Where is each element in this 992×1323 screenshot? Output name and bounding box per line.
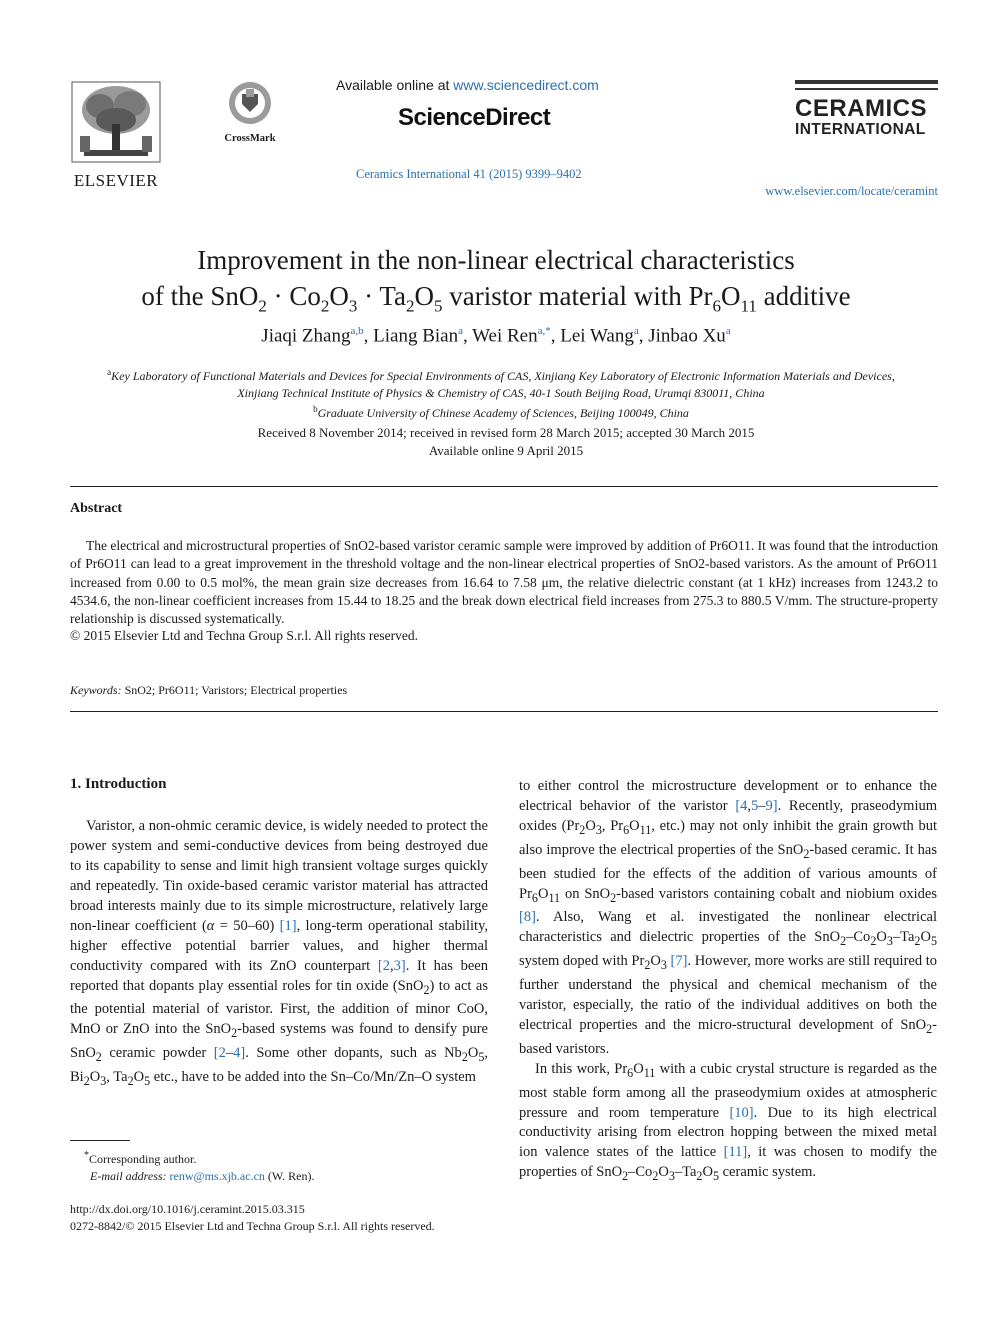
intro-paragraph-1: Varistor, a non-ohmic ceramic device, is widely needed to protect the power system and semi-conductive devices from being destroyed due to its capability to sense and limit high transient voltage surges quickly and repeatedly. Tin oxide-based ceramic varistor material has attracted broad interests mainly due to its simple microstructure, relatively large non-linear coefficient (α = 50–60) [1], long-term operational stability, higher effective potential barrier values, and higher thermal conductivity compared with its ZnO counterpart [2,3]. It has been reported that dopants play essential roles for tin oxide (SnO$_2$) to act as the potential material of varistor. First, the addition of minor CoO, MnO or ZnO into the SnO$_2$-based systems was found to densify pure SnO$_2$ ceramic powder [2–4]. Some other dopants, such as $Nb_2O_5$, $Bi_2O_3$, $Ta_2O_5$ etc., have to be added into the Sn–Co/Mn/Zn–O system: [70, 818, 489, 1088]
body-column-right: [519, 777, 937, 1187]
issn-copyright: 0272-8842/© 2015 Elsevier Ltd and Techna Group S.r.l. All rights reserved.: [70, 1219, 435, 1233]
citation-link[interactable]: [2: [213, 1045, 226, 1062]
abstract-text: The electrical and microstructural properties of SnO2-based varistor ceramic sample were improved by addition of Pr6O11. It was found that the introduction of Pr6O11 can lead to a great improvement in the threshold voltage and the non-linear electrical properties of SnO2-based varistors. As the amount of Pr6O11 increased from 0.00 to 0.5 mol%, the mean grain size decreases from 16.64 to 7.58 μm, the relative dielectric constant (at 1 kHz) increases from 1243.2 to 4534.6, the non-linear coefficient increases from 15.44 to 18.25 and the break down electrical field increases from 275.3 to 880.5 V/mm. The structure-property relationship is discussed systematically.: [70, 538, 938, 627]
title-line-2: of the $SnO_2 \cdot Co_2O_3 \cdot Ta_2O_5$ varistor material with $Pr_6O_{11}$ additive: [141, 281, 851, 316]
logo-rule-bottom: [795, 88, 938, 90]
journal-url[interactable]: www.elsevier.com/locate/ceramint: [765, 184, 938, 198]
citation-link[interactable]: [11]: [723, 1144, 748, 1161]
citation-link[interactable]: 3]: [393, 957, 406, 974]
citation-link[interactable]: 9]: [765, 797, 778, 814]
available-online-date: Available online 9 April 2015: [428, 443, 584, 458]
section-heading-introduction: 1. Introduction: [70, 776, 167, 792]
corresponding-author-note: Corresponding author.: [89, 1152, 197, 1166]
affiliation-a-line-1: Key Laboratory of Functional Materials and Devices for Special Environments of CAS, Xinjiang Key Laboratory of Electronic Information Materials and Devices,: [111, 369, 895, 383]
citation-link[interactable]: 4]: [233, 1045, 246, 1062]
abstract-copyright: © 2015 Elsevier Ltd and Techna Group S.r.l. All rights reserved.: [70, 628, 418, 643]
logo-line-international: INTERNATIONAL: [795, 121, 926, 138]
citation-link[interactable]: [7]: [670, 953, 688, 970]
citation-link[interactable]: [8]: [519, 909, 536, 926]
ceramics-international-logo: [795, 80, 938, 138]
elsevier-tree-icon: [70, 80, 162, 164]
available-prefix: Available online at: [336, 77, 454, 93]
doi-link[interactable]: http://dx.doi.org/10.1016/j.ceramint.2015.03.315: [70, 1202, 305, 1216]
email-label: E-mail address:: [90, 1169, 170, 1183]
article-dates: [60, 424, 952, 460]
author-affiliation-mark[interactable]: a: [725, 325, 731, 337]
elsevier-logo: [70, 80, 162, 190]
affiliation-a-label: a: [107, 367, 112, 377]
logo-rule-top: [795, 80, 938, 84]
body-column-left: [70, 817, 488, 1092]
article-title: [60, 242, 932, 324]
author-name: Jiaqi Zhang: [261, 325, 351, 347]
intro-paragraph-1-cont: to either control the microstructure development or to enhance the electrical behavior of the varistor [4,5–9]. Recently, praseodymium oxides ($Pr_2O_3$, $Pr_6O_{11}$, etc.) may not only inhibit the grain growth but also improve the electrical properties of the SnO$_2$-based ceramic. It has been studied for the effects of the addition of various amounts of $Pr_6O_{11}$ on SnO$_2$-based varistors containing cobalt and niobium oxides [8]. Also, Wang et al. investigated the nonlinear electrical characteristics and dielectric properties of the $SnO_2-Co_2O_3-Ta_2O_5$ system doped with $Pr_2O_3$ [7]. However, more works are still required to further understand the physical and chemical mechanism of the varistor, especially, the ratio of the individual additives on both the electrical properties and the micro-structural development of SnO$_2$-based varistors.: [519, 778, 938, 1057]
received-dates: Received 8 November 2014; received in revised form 28 March 2015; accepted 30 March 2015: [257, 425, 755, 440]
affiliation-b-label: b: [313, 404, 318, 414]
available-online: [336, 77, 599, 93]
sciencedirect-link[interactable]: www.sciencedirect.com: [453, 77, 599, 93]
citation-link[interactable]: [2: [377, 957, 390, 974]
abstract-bottom-rule: [70, 711, 938, 712]
author-name: Lei Wang: [560, 325, 634, 347]
crossmark-icon: [220, 80, 280, 126]
article-footer: [70, 1201, 435, 1235]
author-affiliation-mark[interactable]: a: [458, 325, 463, 337]
author-name: Liang Bian: [373, 325, 459, 347]
author-affiliation-mark[interactable]: a,b: [350, 325, 364, 337]
elsevier-wordmark: ELSEVIER: [73, 171, 159, 190]
abstract-top-rule: [70, 486, 938, 487]
sciencedirect-logo: ScienceDirect: [398, 104, 551, 131]
citation-link[interactable]: [10]: [729, 1104, 754, 1121]
email-link[interactable]: renw@ms.xjb.ac.cn: [169, 1169, 265, 1183]
keywords-text: SnO2; Pr6O11; Varistors; Electrical properties: [121, 683, 348, 697]
logo-line-ceramics: CERAMICS: [795, 95, 928, 122]
citation-link[interactable]: 5: [751, 797, 759, 814]
author-affiliation-mark[interactable]: a: [633, 325, 639, 337]
keywords: [70, 683, 347, 698]
email-suffix: (W. Ren).: [264, 1169, 315, 1183]
crossmark-label: CrossMark: [224, 133, 276, 144]
affiliation-b-line: Graduate University of Chinese Academy of Sciences, Beijing 100049, China: [317, 406, 689, 420]
corresponding-mark: *: [84, 1150, 89, 1161]
author-list: Jiaqi Zhang$^{a,b}$, Liang Bian$^a$, Wei Ren$^{a,*}$, Lei Wang$^a$, Jinbao Xu$^a$: [261, 325, 731, 347]
author-name: Jinbao Xu: [648, 325, 726, 347]
citation-link[interactable]: [4: [735, 797, 748, 814]
affiliation-a-line-2: Xinjiang Technical Institute of Physics & Chemistry of CAS, 40-1 South Beijing Road, Urumqi 830011, China: [237, 385, 765, 400]
footnote-rule: [70, 1140, 130, 1141]
footnote: [70, 1147, 314, 1185]
crossmark-badge[interactable]: [220, 80, 280, 142]
author-affiliation-mark[interactable]: a,*: [537, 325, 551, 337]
abstract-heading: Abstract: [70, 501, 123, 516]
journal-reference[interactable]: Ceramics International 41 (2015) 9399–9402: [356, 167, 582, 181]
intro-paragraph-2: In this work, $Pr_6O_{11}$ with a cubic crystal structure is regarded as the most stable form among all the praseodymium oxides at atmospheric pressure and room temperature [10]. Due to its high electrical conductivity arising from electron hopping between the mixed metal ion valence states of the lattice [11], it was chosen to modify the properties of $SnO_2-Co_2O_3-Ta_2O_5$ ceramic system.: [519, 1060, 938, 1184]
citation-link[interactable]: [1]: [279, 917, 297, 934]
author-name: Wei Ren: [472, 325, 538, 347]
affiliation-a: [60, 364, 942, 422]
title-line-1: Improvement in the non-linear electrical characteristics: [197, 245, 795, 275]
keywords-label: Keywords:: [70, 683, 122, 697]
